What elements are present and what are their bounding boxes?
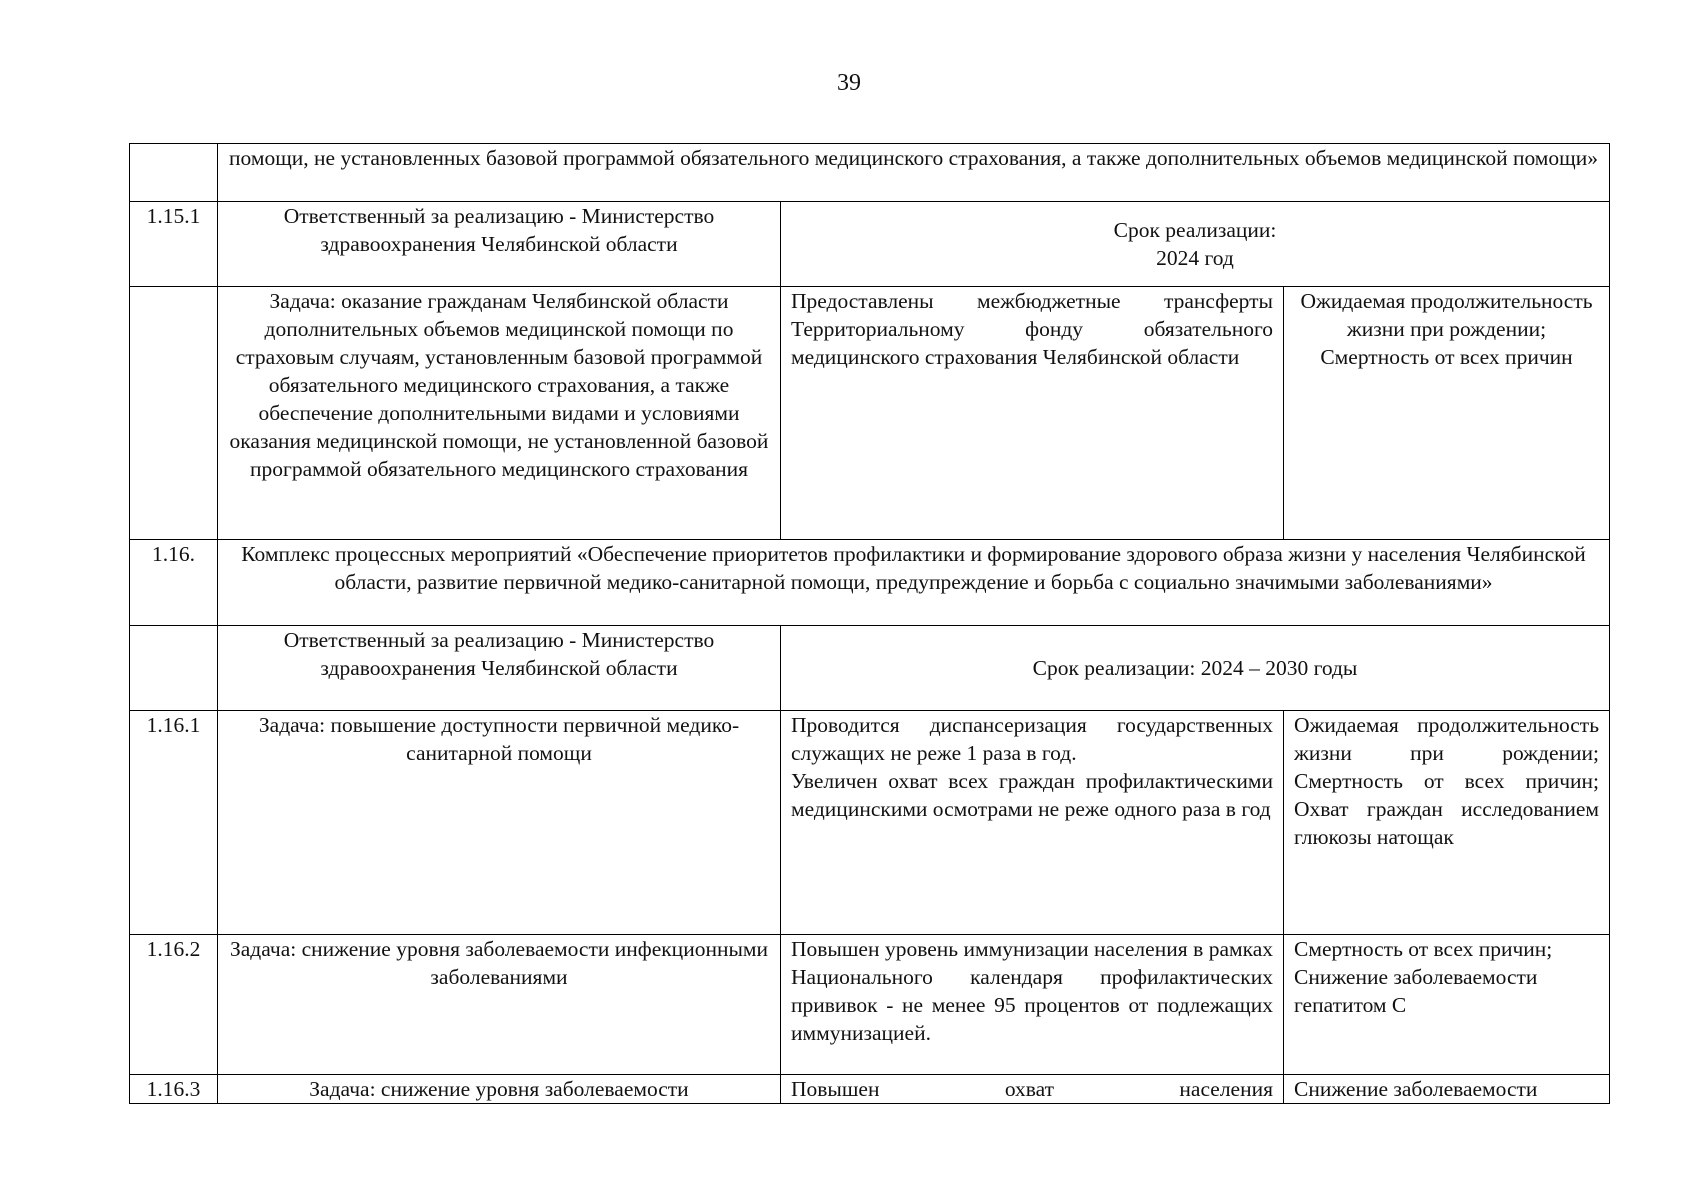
indicator-cell: Ожидаемая продолжительность жизни при рождении; Смертность от всех причин bbox=[1284, 287, 1610, 540]
page-number: 39 bbox=[837, 70, 861, 96]
term-label: Срок реализации: bbox=[1113, 218, 1277, 242]
result-cell: Предоставлены межбюджетные трансферты Территориальному фонду обязательного медицинского страхования Челябинской области bbox=[781, 287, 1284, 540]
responsible-cell: Ответственный за реализацию - Министерство здравоохранения Челябинской области bbox=[218, 202, 781, 287]
table-row bbox=[130, 540, 1610, 626]
result-item: Увеличен охват всех граждан профилактическими медицинскими осмотрами не реже одного раза в год bbox=[791, 769, 1273, 821]
responsible-cell: Ответственный за реализацию - Министерство здравоохранения Челябинской области bbox=[218, 626, 781, 711]
row-number: 1.16.2 bbox=[130, 935, 218, 1075]
term-cell bbox=[781, 202, 1610, 287]
result-cell bbox=[781, 711, 1284, 935]
table-row bbox=[130, 287, 1610, 540]
indicator-cell: Снижение заболеваемости bbox=[1284, 1075, 1610, 1104]
table-row bbox=[130, 626, 1610, 711]
complex-title: Комплекс процессных мероприятий «Обеспечение приоритетов профилактики и формирование здорового образа жизни у населения Челябинской области, развитие первичной медико-санитарной помощи, предупреждение и борьба с социально значимыми заболеваниями» bbox=[218, 540, 1610, 626]
term-cell: Срок реализации: 2024 – 2030 годы bbox=[781, 626, 1610, 711]
row-number: 1.15.1 bbox=[130, 202, 218, 287]
table-row bbox=[130, 1075, 1610, 1104]
indicator-cell: Смертность от всех причин; Снижение заболеваемости гепатитом С bbox=[1284, 935, 1610, 1075]
task-cell: Задача: снижение уровня заболеваемости bbox=[218, 1075, 781, 1104]
term-value: 2024 год bbox=[1156, 246, 1234, 270]
row-number: 1.16.1 bbox=[130, 711, 218, 935]
table-row bbox=[130, 202, 1610, 287]
task-cell: Задача: повышение доступности первичной медико-санитарной помощи bbox=[218, 711, 781, 935]
result-item: Проводится диспансеризация государственных служащих не реже 1 раза в год. bbox=[791, 713, 1273, 765]
indicator-cell: Ожидаемая продолжительность жизни при рождении; Смертность от всех причин; Охват граждан исследованием глюкозы натощак bbox=[1284, 711, 1610, 935]
row-number: 1.16.3 bbox=[130, 1075, 218, 1104]
row-number bbox=[130, 287, 218, 540]
program-table bbox=[129, 143, 1610, 1104]
table-row bbox=[130, 144, 1610, 202]
table-row bbox=[130, 711, 1610, 935]
table-row bbox=[130, 935, 1610, 1075]
row-number bbox=[130, 626, 218, 711]
result-cell: Повышен уровень иммунизации населения в рамках Национального календаря профилактических прививок - не менее 95 процентов от подлежащих иммунизацией. bbox=[781, 935, 1284, 1075]
complex-title-continued: помощи, не установленных базовой программой обязательного медицинского страхования, а также дополнительных объемов медицинской помощи» bbox=[218, 144, 1610, 202]
row-number: 1.16. bbox=[130, 540, 218, 626]
row-number bbox=[130, 144, 218, 202]
task-cell: Задача: оказание гражданам Челябинской области дополнительных объемов медицинской помощи по страховым случаям, установленным базовой программой обязательного медицинского страхования, а также обеспечение дополнительными видами и условиями оказания медицинской помощи, не установленной базовой программой обязательного медицинского страхования bbox=[218, 287, 781, 540]
task-cell: Задача: снижение уровня заболеваемости инфекционными заболеваниями bbox=[218, 935, 781, 1075]
result-cell: Повышен охват населения bbox=[781, 1075, 1284, 1104]
